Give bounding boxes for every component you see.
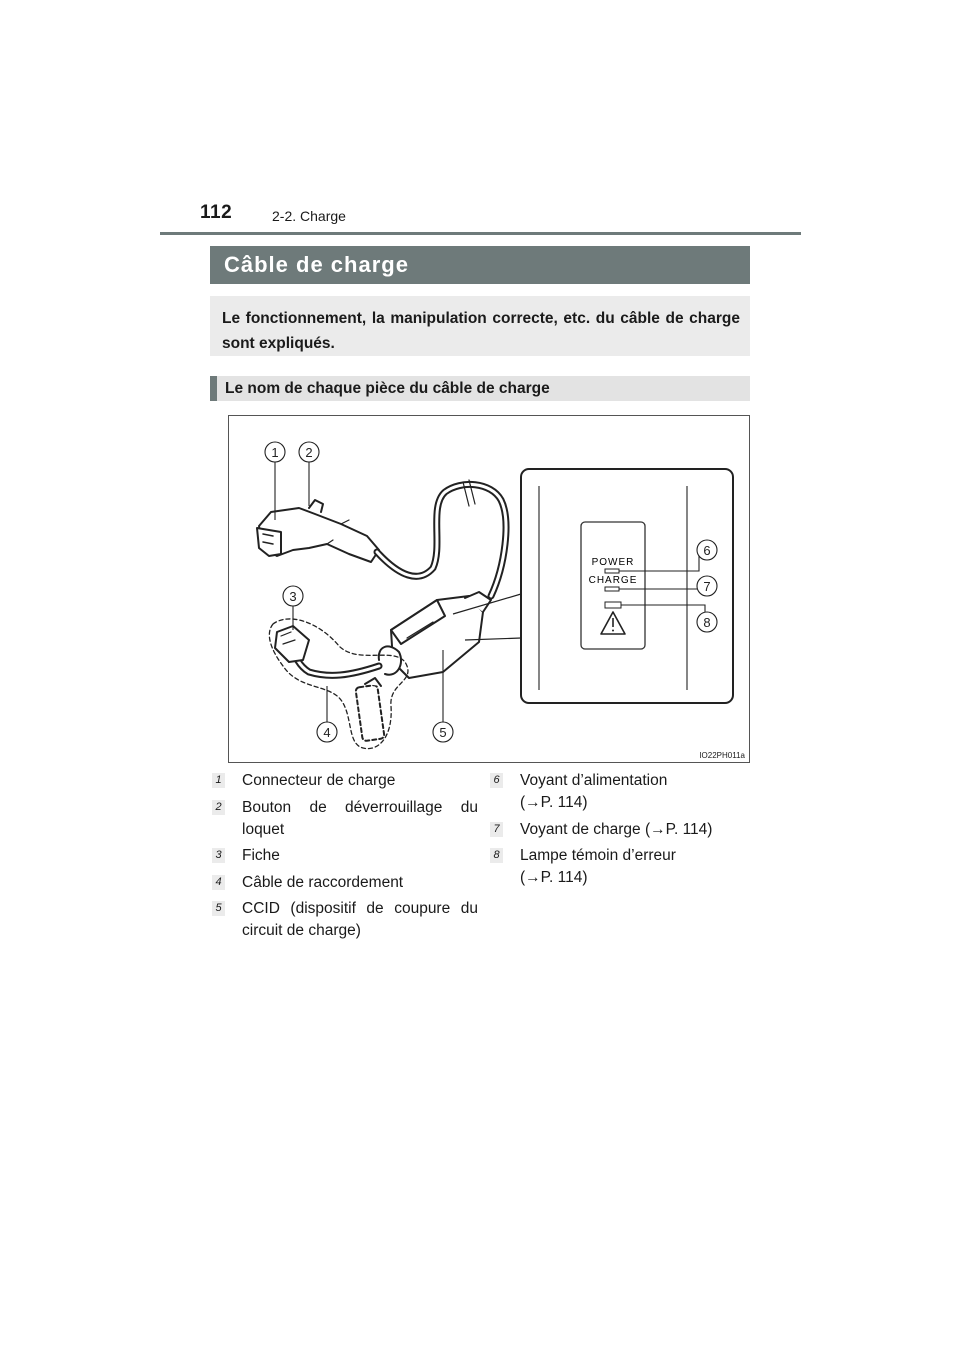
legend-text: Câble de raccordement bbox=[242, 874, 404, 891]
intro-text: Le fonctionnement, la manipulation correcte, etc. du câble de charge sont expliqués. bbox=[222, 310, 740, 352]
legend-text-continued: (→P. 114) bbox=[520, 869, 588, 886]
legend-text: Connecteur de charge bbox=[242, 772, 396, 789]
title-bar bbox=[210, 246, 750, 284]
callout-5: 5 bbox=[439, 725, 447, 740]
legend-text: Bouton de déverrouillage du bbox=[242, 799, 478, 816]
legend-item-8 bbox=[490, 845, 750, 889]
legend-number: 2 bbox=[212, 800, 225, 815]
legend-text: Lampe témoin d’erreur bbox=[520, 847, 676, 864]
charge-label: CHARGE bbox=[588, 575, 638, 586]
callout-4: 4 bbox=[323, 725, 331, 740]
legend-number: 7 bbox=[490, 822, 503, 837]
callout-7: 7 bbox=[703, 579, 711, 594]
cable-illustration bbox=[229, 416, 749, 762]
page-title: Câble de charge bbox=[224, 252, 409, 277]
legend-number: 1 bbox=[212, 773, 225, 788]
callout-3: 3 bbox=[289, 589, 297, 604]
header-rule bbox=[160, 232, 801, 235]
callout-6: 6 bbox=[703, 543, 711, 558]
page-number: 112 bbox=[200, 202, 233, 223]
legend-number: 5 bbox=[212, 901, 225, 916]
legend-text-continued: loquet bbox=[242, 821, 285, 838]
legend-number: 3 bbox=[212, 848, 225, 863]
legend-text-continued: (→P. 114) bbox=[520, 794, 588, 811]
legend-number: 6 bbox=[490, 773, 503, 788]
legend-number: 8 bbox=[490, 848, 503, 863]
legend-item-2 bbox=[212, 797, 478, 841]
callout-2: 2 bbox=[305, 445, 313, 460]
legend-number: 4 bbox=[212, 875, 225, 890]
intro-box bbox=[210, 296, 750, 356]
callout-8: 8 bbox=[703, 615, 711, 630]
section-label: 2-2. Charge bbox=[272, 208, 346, 224]
power-label: POWER bbox=[591, 557, 635, 568]
figure-code: IO22PH011a bbox=[699, 751, 745, 760]
legend-text-continued: circuit de charge) bbox=[242, 922, 361, 939]
legend-text: CCID (dispositif de coupure du bbox=[242, 900, 478, 917]
legend-item-6 bbox=[490, 770, 750, 814]
legend-text: Voyant de charge (→P. 114) bbox=[520, 821, 713, 838]
legend-text: Voyant d’alimentation bbox=[520, 772, 668, 789]
subheading: Le nom de chaque pièce du câble de charge bbox=[210, 376, 750, 401]
legend-text: Fiche bbox=[242, 847, 280, 864]
legend-item-5 bbox=[212, 898, 478, 942]
cable-figure bbox=[228, 415, 750, 763]
callout-1: 1 bbox=[271, 445, 279, 460]
